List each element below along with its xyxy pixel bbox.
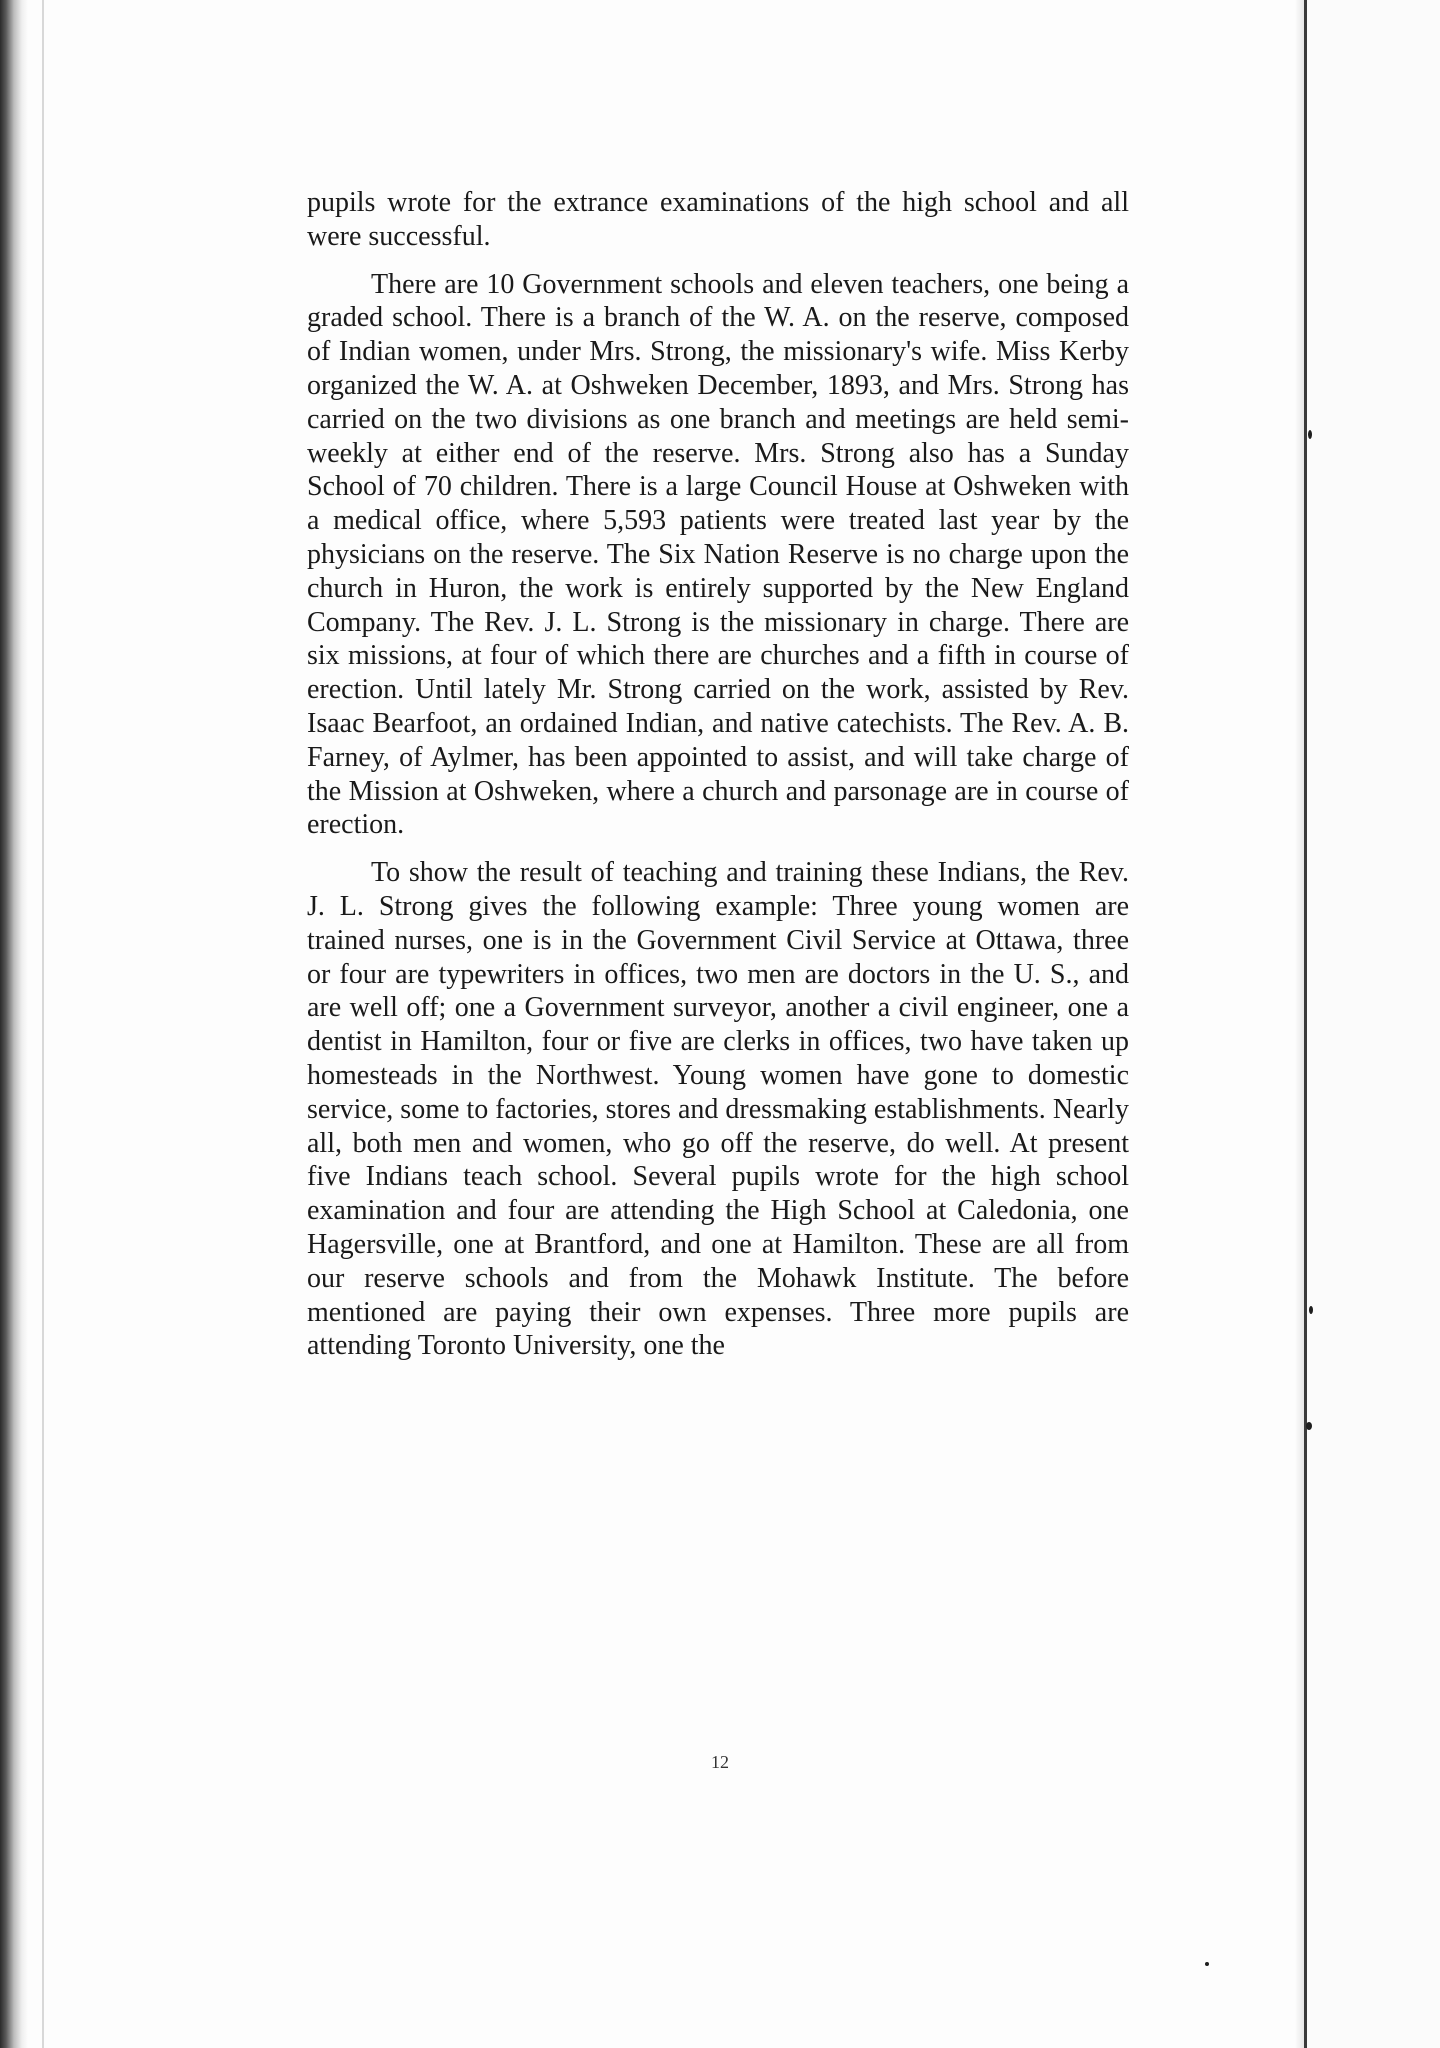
paragraph-training-results: To show the result of teaching and training these Indians, the Rev. J. L. Strong gives the following example: Three young women are trained nurses, one is in the Government Civil Service at Ottawa, three or four are typewriters in offices, two men are doctors in the U. S., and are well off; one a Government surveyor, another a civil engineer, one a dentist in Hamilton, four or five are clerks in offices, two have taken up homesteads in the Northwest. Young women have gone to domestic service, some to factories, stores and dressmaking establishments. Nearly all, both men and women, who go off the reserve, do well. At present five Indians teach school. Several pupils wrote for the high school examination and four are attending the High School at Caledonia, one Hagersville, one at Brantford, and one at Hamilton. These are all from our reserve schools and from the Mohawk Institute. The before mentioned are paying their own expenses. Three more pupils are attending Toronto University, one the [307,857,1129,1362]
body-text [307,186,1129,1363]
paragraph-schools-and-missions: There are 10 Government schools and eleven teachers, one being a graded school. There is a branch of the W. A. on the reserve, composed of Indian women, under Mrs. Strong, the missionary's wife. Miss Kerby organized the W. A. at Oshweken December, 1893, and Mrs. Strong has carried on the two divisions as one branch and meetings are held semi-weekly at either end of the reserve. Mrs. Strong also has a Sunday School of 70 children. There is a large Council House at Oshweken with a medical office, where 5,593 patients were treated last year by the physicians on the reserve. The Six Nation Reserve is no charge upon the church in Huron, the work is entirely supported by the New England Company. The Rev. J. L. Strong is the missionary in charge. There are six missions, at four of which there are churches and a fifth in course of erection. Until lately Mr. Strong carried on the work, assisted by Rev. Isaac Bearfoot, an ordained Indian, and native catechists. The Rev. A. B. Farney, of Aylmer, has been appointed to assist, and will take charge of the Mission at Oshweken, where a church and parsonage are in course of erection. [307,268,1129,841]
margin-speck [1308,430,1312,439]
paragraph-continuation: pupils wrote for the extrance examinations of the high school and all were successful. [307,187,1129,252]
margin-speck [1309,1306,1313,1314]
margin-speck [1205,1962,1209,1966]
gutter-shadow [1295,0,1304,2048]
page-number: 12 [711,1752,729,1772]
left-binding-edge [0,0,28,2048]
left-fold-line [42,0,44,2048]
margin-speck [1306,1422,1312,1430]
adjacent-page-edge [1307,0,1440,2048]
